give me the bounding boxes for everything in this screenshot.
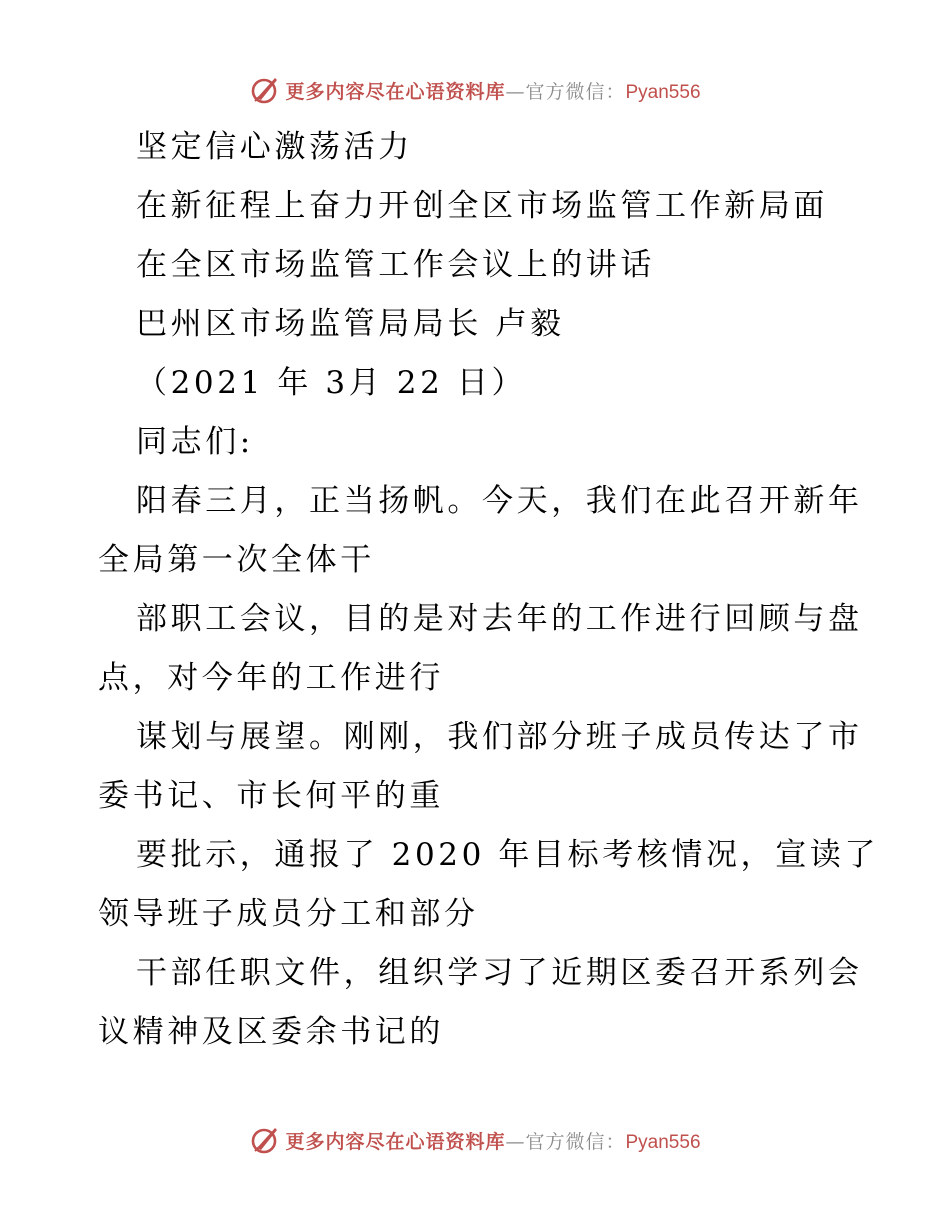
doc-paragraph-line: 阳春三月，正当扬帆。今天，我们在此召开新年	[136, 483, 863, 519]
document-body	[98, 118, 879, 1062]
footer-banner-label: 官方微信：	[525, 1130, 626, 1153]
footer-banner-text	[285, 1127, 700, 1154]
header-banner-text	[285, 77, 700, 104]
doc-paragraph-line: 领导班子成员分工和部分	[98, 896, 479, 932]
doc-salutation: 同志们:	[136, 424, 254, 460]
doc-author: 巴州区市场监管局局长 卢毅	[136, 306, 565, 342]
header-banner-separator: —	[505, 80, 526, 103]
doc-paragraph-line: 委书记、市长何平的重	[98, 778, 444, 814]
doc-subtitle: 在新征程上奋力开创全区市场监管工作新局面	[136, 188, 828, 224]
footer-banner-separator: —	[505, 1130, 526, 1153]
header-banner	[0, 70, 950, 110]
doc-title: 坚定信心激荡活力	[136, 129, 413, 165]
doc-paragraph-line: 全局第一次全体干	[98, 542, 375, 578]
doc-speech-heading: 在全区市场监管工作会议上的讲话	[136, 247, 655, 283]
doc-paragraph-line: 谋划与展望。刚刚，我们部分班子成员传达了市	[136, 719, 863, 755]
doc-paragraph-line: 要批示，通报了 2020 年目标考核情况，宣读了	[136, 837, 879, 873]
doc-date: （2021 年 3月 22 日）	[136, 365, 527, 401]
footer-banner	[0, 1120, 950, 1160]
doc-paragraph-line: 议精神及区委余书记的	[98, 1014, 444, 1050]
header-banner-label: 官方微信：	[525, 80, 626, 103]
doc-paragraph-line: 点，对今年的工作进行	[98, 660, 444, 696]
doc-paragraph-line: 干部任职文件，组织学习了近期区委召开系列会	[136, 955, 863, 991]
quill-pen-logo-icon	[249, 1124, 281, 1156]
header-banner-wechat-id: Pyan556	[625, 81, 701, 103]
quill-pen-logo-icon	[249, 74, 281, 106]
footer-banner-main: 更多内容尽在心语资料库	[285, 1130, 506, 1153]
footer-banner-wechat-id: Pyan556	[625, 1131, 701, 1153]
header-banner-main: 更多内容尽在心语资料库	[285, 80, 506, 103]
doc-paragraph-line: 部职工会议，目的是对去年的工作进行回顾与盘	[136, 601, 863, 637]
